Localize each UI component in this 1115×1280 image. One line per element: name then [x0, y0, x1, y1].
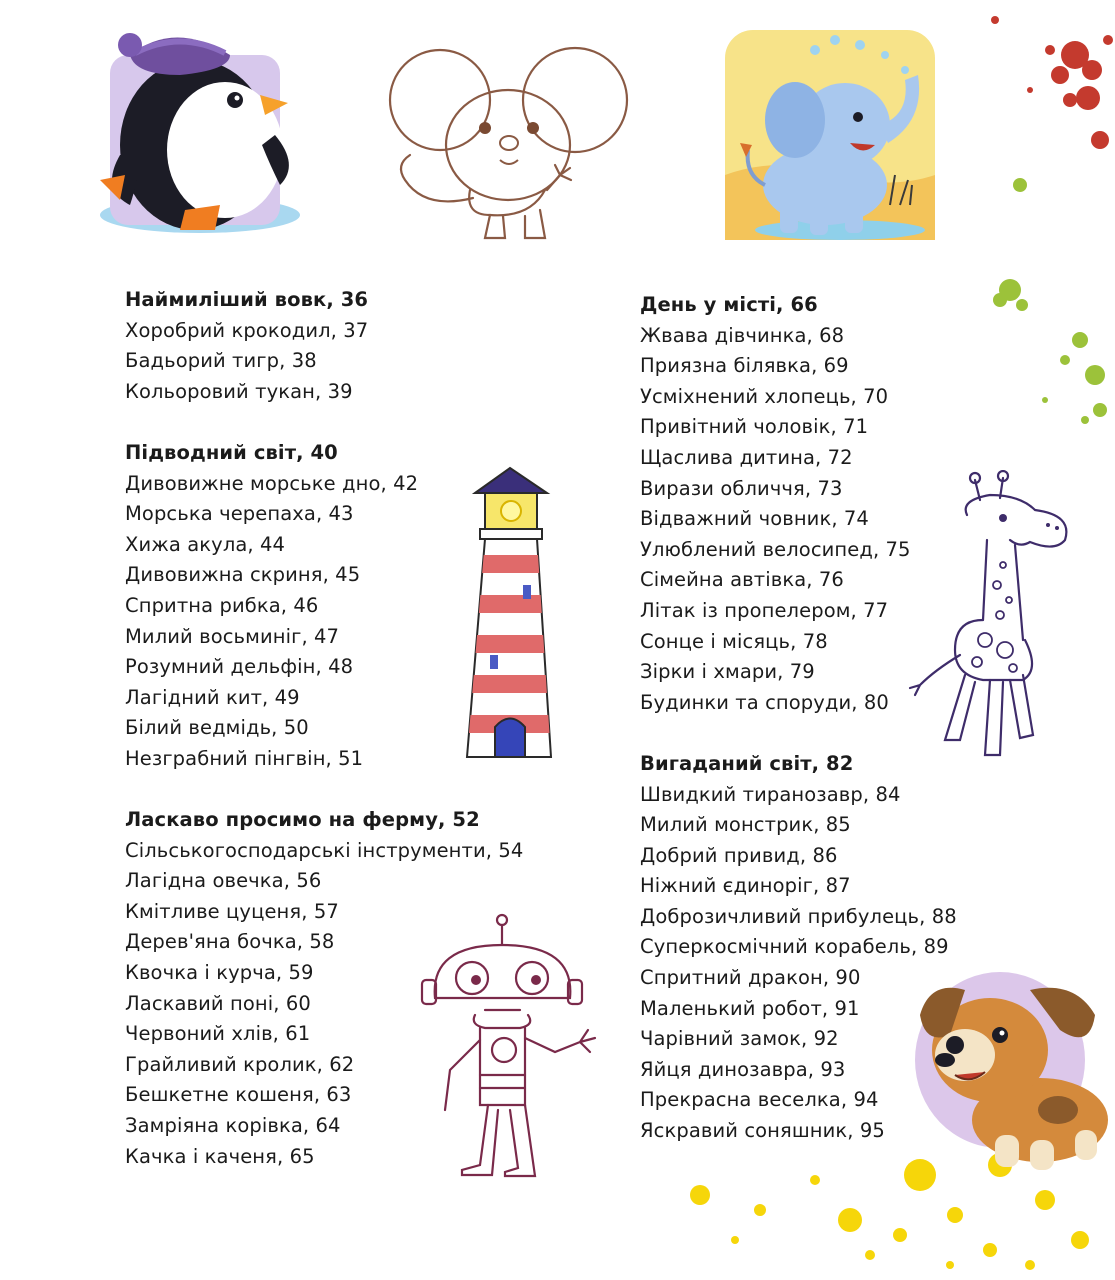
toc-section — [125, 285, 523, 407]
toc-entry: Вирази обличчя, 73 — [640, 476, 843, 500]
section-gap — [125, 775, 523, 806]
toc-section — [125, 805, 523, 1172]
section-title: Вигаданий світ, 82 — [640, 751, 854, 775]
toc-entry: Відважний човник, 74 — [640, 507, 869, 531]
toc-entry: Спритний дракон, 90 — [640, 966, 861, 990]
toc-entry: Спритна рибка, 46 — [125, 593, 319, 617]
toc-entry: Добрий привид, 86 — [640, 843, 838, 867]
mouse-sketch — [385, 40, 635, 245]
toc-entry: Качка і каченя, 65 — [125, 1144, 315, 1168]
toc-section — [125, 438, 523, 775]
toc-entry: Лагідна овечка, 56 — [125, 869, 322, 893]
toc-entry: Грайливий кролик, 62 — [125, 1052, 355, 1076]
toc-entry: Білий ведмідь, 50 — [125, 716, 309, 740]
toc-entry: Червоний хлів, 61 — [125, 1022, 311, 1046]
toc-entry: Дерев'яна бочка, 58 — [125, 930, 335, 954]
toc-entry: Суперкосмічний корабель, 89 — [640, 935, 949, 959]
toc-section — [640, 749, 957, 1147]
toc-entry: Сімейна автівка, 76 — [640, 568, 844, 592]
toc-entry: Хижа акула, 44 — [125, 532, 286, 556]
toc-entry: Хоробрий крокодил, 37 — [125, 318, 369, 342]
toc-entry: Привітний чоловік, 71 — [640, 415, 869, 439]
section-gap — [640, 718, 957, 749]
toc-entry: Улюблений велосипед, 75 — [640, 537, 911, 561]
toc-entry: Бадьорий тигр, 38 — [125, 349, 317, 373]
toc-entry: Розумний дельфін, 48 — [125, 655, 354, 679]
toc-entry: Сільськогосподарські інструменти, 54 — [125, 838, 524, 862]
toc-entry: Прекрасна веселка, 94 — [640, 1088, 879, 1112]
toc-entry: Квочка і курча, 59 — [125, 961, 314, 985]
toc-entry: Маленький робот, 91 — [640, 996, 860, 1020]
toc-entry: Морська черепаха, 43 — [125, 502, 354, 526]
toc-entry: Літак із пропелером, 77 — [640, 598, 889, 622]
toc-right-column — [640, 290, 957, 1147]
toc-entry: Ніжний єдиноріг, 87 — [640, 874, 851, 898]
toc-entry: Лагідний кит, 49 — [125, 685, 300, 709]
section-title: День у місті, 66 — [640, 293, 818, 316]
toc-entry: Милий монстрик, 85 — [640, 813, 851, 837]
toc-section — [640, 290, 957, 718]
toc-entry: Яскравий соняшник, 95 — [640, 1119, 885, 1143]
toc-entry: Бешкетне кошеня, 63 — [125, 1083, 352, 1107]
toc-entry: Щаслива дитина, 72 — [640, 445, 853, 469]
toc-entry: Чарівний замок, 92 — [640, 1027, 839, 1051]
toc-entry: Дивовижне морське дно, 42 — [125, 471, 419, 495]
toc-entry: Доброзичливий прибулець, 88 — [640, 904, 957, 928]
toc-entry: Зірки і хмари, 79 — [640, 660, 815, 684]
toc-entry: Замріяна корівка, 64 — [125, 1114, 341, 1138]
toc-entry: Ласкавий поні, 60 — [125, 991, 311, 1015]
section-gap — [125, 407, 523, 438]
section-title: Підводний світ, 40 — [125, 440, 338, 464]
toc-entry: Будинки та споруди, 80 — [640, 690, 889, 714]
toc-entry: Кольоровий тукан, 39 — [125, 379, 353, 403]
toc-entry: Усміхнений хлопець, 70 — [640, 384, 889, 408]
toc-entry: Незграбний пінгвін, 51 — [125, 746, 364, 770]
toc-entry: Швидкий тиранозавр, 84 — [640, 782, 901, 806]
penguin-illustration — [90, 15, 305, 245]
toc-entry: Кмітливе цуценя, 57 — [125, 899, 339, 923]
toc-entry: Дивовижна скриня, 45 — [125, 563, 361, 587]
section-title: Ласкаво просимо на ферму, 52 — [125, 808, 480, 832]
toc-entry: Сонце і місяць, 78 — [640, 629, 828, 653]
toc-entry: Милий восьминіг, 47 — [125, 624, 340, 648]
elephant-illustration — [720, 25, 945, 250]
toc-entry: Жвава дівчинка, 68 — [640, 323, 845, 347]
toc-entry: Приязна білявка, 69 — [640, 354, 849, 378]
section-title: Наймиліший вовк, 36 — [125, 288, 369, 311]
toc-entry: Яйця динозавра, 93 — [640, 1057, 846, 1081]
toc-left-column — [125, 285, 523, 1172]
